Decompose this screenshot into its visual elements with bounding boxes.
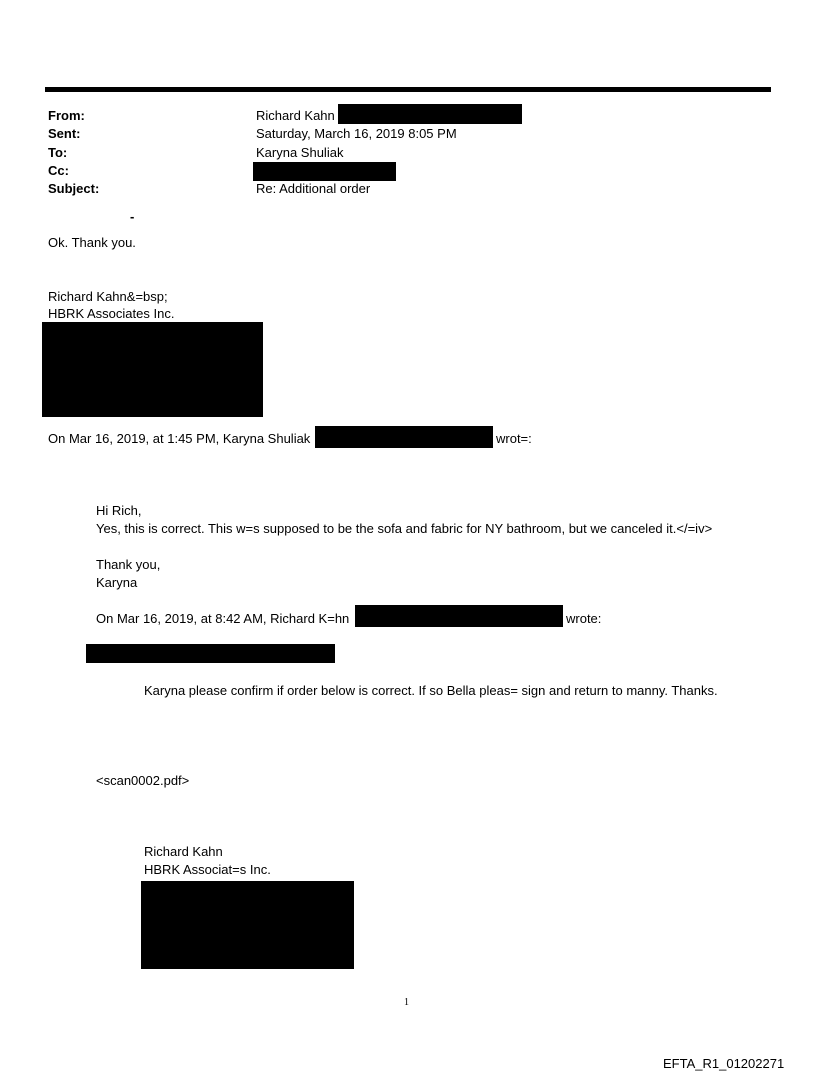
redaction-block (253, 162, 396, 181)
quote-intro: On Mar 16, 2019, at 1:45 PM, Karyna Shuliak (48, 431, 311, 446)
quote-sender-name: Karyna (96, 575, 138, 590)
redaction-block (86, 644, 335, 663)
redaction-block (355, 605, 563, 627)
sent-value: Saturday, March 16, 2019 8:05 PM (256, 126, 457, 141)
from-value: Richard Kahn (256, 108, 335, 123)
subject-label: Subject: (48, 181, 100, 196)
cc-label: Cc: (48, 163, 69, 178)
sent-label: Sent: (48, 126, 81, 141)
attachment-name: <scan0002.pdf> (96, 773, 190, 788)
signature-name: Richard Kahn&=bsp; (48, 289, 168, 304)
reply-text: Ok. Thank you. (48, 235, 136, 250)
page-number: 1 (404, 997, 409, 1008)
signature-company: HBRK Associates Inc. (48, 306, 175, 321)
redaction-block (42, 322, 263, 417)
from-label: From: (48, 108, 85, 123)
quote2-line: Karyna please confirm if order below is correct. If so Bella pleas= sign and return to manny. Thanks. (144, 683, 718, 698)
redaction-block (315, 426, 493, 448)
stray-mark: - (130, 209, 135, 224)
quote2-intro: On Mar 16, 2019, at 8:42 AM, Richard K=hn (96, 611, 350, 626)
to-label: To: (48, 145, 68, 160)
quote-line: Yes, this is correct. This w=s supposed to be the sofa and fabric for NY bathroom, but we canceled it.</=iv> (96, 521, 713, 536)
header-rule (45, 87, 771, 92)
subject-value: Re: Additional order (256, 181, 371, 196)
quote2-intro-suffix: wrote: (566, 611, 602, 626)
redaction-block (141, 881, 354, 969)
quote-thanks: Thank you, (96, 557, 161, 572)
signature2-company: HBRK Associat=s Inc. (144, 862, 271, 877)
signature2-name: Richard Kahn (144, 844, 223, 859)
quote-greeting: Hi Rich, (96, 503, 142, 518)
redaction-block (338, 104, 522, 124)
quote-intro-suffix: wrot=: (496, 431, 532, 446)
to-value: Karyna Shuliak (256, 145, 344, 160)
document-id: EFTA_R1_01202271 (663, 1056, 785, 1071)
